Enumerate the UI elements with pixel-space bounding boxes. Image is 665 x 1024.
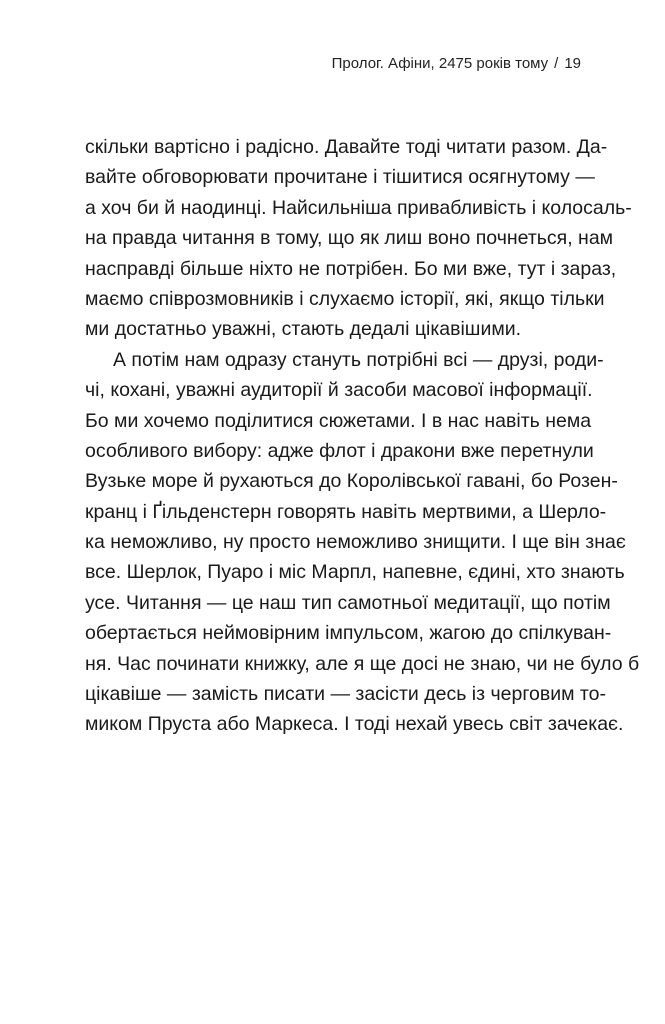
text-line: чі, кохані, уважні аудиторії й засоби масової інформації.: [85, 379, 593, 402]
text-line: обертається неймовірним імпульсом, жагою до спілкуван-: [85, 622, 612, 645]
header-separator: /: [554, 55, 559, 72]
running-header: [332, 54, 581, 74]
page-number: 19: [564, 55, 581, 72]
text-line: миком Пруста або Маркеса. І тоді нехай увесь світ зачекає.: [85, 713, 624, 736]
text-line: а хоч би й наодинці. Найсильніша привабливість і колосаль-: [85, 196, 632, 219]
text-line: особливого вибору: адже флот і дракони вже перетнули: [85, 439, 594, 462]
text-line: ка неможливо, ну просто неможливо знищити. І ще він знає: [85, 531, 626, 554]
text-line: ми достатньо уважні, стають дедалі цікавішими.: [85, 318, 522, 341]
text-line: цікавіше — замість писати — засісти десь із черговим то-: [85, 683, 606, 706]
text-line: насправді більше ніхто не потрібен. Бо ми вже, тут і зараз,: [85, 257, 617, 280]
text-line: А потім нам одразу стануть потрібні всі — друзі, роди-: [113, 348, 604, 371]
text-line: [85, 740, 578, 770]
text-line: кранц і Ґільденстерн говорять навіть мертвими, а Шерло-: [85, 500, 607, 523]
text-line: Бо ми хочемо поділитися сюжетами. І в нас навіть нема: [85, 409, 592, 432]
text-line: маємо співрозмовників і слухаємо історії, які, якщо тільки: [85, 287, 605, 310]
text-line: на правда читання в тому, що як лиш воно почнеться, нам: [85, 227, 614, 250]
text-line: все. Шерлок, Пуаро і міс Марпл, напевне, єдині, хто знають: [85, 561, 625, 584]
paragraph-2: [85, 345, 640, 770]
text-line: скільки вартісно і радісно. Давайте тоді читати разом. Да-: [85, 136, 608, 158]
body-text: [85, 132, 640, 770]
text-line: Вузьке море й рухаються до Королівської гавані, бо Розен-: [85, 470, 618, 493]
running-title: Пролог. Афіни, 2475 років тому: [331, 55, 549, 72]
text-line: вайте обговорювати прочитане і тішитися осягнутому —: [85, 166, 595, 189]
paragraph-1: [85, 132, 632, 345]
text-line: усе. Читання — це наш тип самотньої медитації, що потім: [85, 591, 611, 614]
text-line: ня. Час починати книжку, але я ще досі не знаю, чи не було б: [85, 652, 640, 675]
